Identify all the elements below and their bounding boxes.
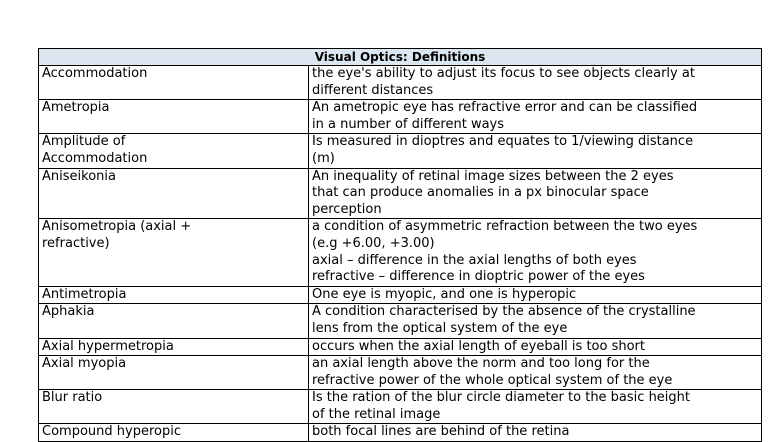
table-row: [39, 286, 762, 304]
table-row: [39, 134, 762, 168]
term-cell: Antimetropia: [39, 286, 309, 304]
term-cell: Aniseikonia: [39, 168, 309, 219]
definition-cell: both focal lines are behind of the retina: [309, 424, 762, 442]
term-cell: Accommodation: [39, 66, 309, 100]
definition-cell: Is measured in dioptres and equates to 1/viewing distance (m): [309, 134, 762, 168]
table-row: [39, 356, 762, 390]
term-cell: Ametropia: [39, 100, 309, 134]
term-cell: Amplitude of Accommodation: [39, 134, 309, 168]
definition-cell: An ametropic eye has refractive error and can be classified in a number of different ways: [309, 100, 762, 134]
definition-cell: an axial length above the norm and too long for the refractive power of the whole optical system of the eye: [309, 356, 762, 390]
table-header-row: [39, 49, 762, 66]
definition-cell: a condition of asymmetric refraction between the two eyes (e.g +6.00, +3.00) axial – difference in the axial lengths of both eyes refractive – difference in dioptric power of the eyes: [309, 219, 762, 286]
table-row: [39, 304, 762, 338]
definition-cell: Is the ration of the blur circle diameter to the basic height of the retinal image: [309, 390, 762, 424]
term-cell: Axial myopia: [39, 356, 309, 390]
table-row: [39, 338, 762, 356]
definition-cell: An inequality of retinal image sizes between the 2 eyes that can produce anomalies in a px binocular space perception: [309, 168, 762, 219]
definition-cell: occurs when the axial length of eyeball is too short: [309, 338, 762, 356]
definition-cell: A condition characterised by the absence of the crystalline lens from the optical system of the eye: [309, 304, 762, 338]
table-row: [39, 100, 762, 134]
table-row: [39, 390, 762, 424]
table-title: Visual Optics: Definitions: [39, 49, 762, 66]
term-cell: Axial hypermetropia: [39, 338, 309, 356]
term-cell: Blur ratio: [39, 390, 309, 424]
term-cell: Aphakia: [39, 304, 309, 338]
term-cell: Anisometropia (axial + refractive): [39, 219, 309, 286]
definitions-table: [38, 48, 762, 442]
table-row: [39, 66, 762, 100]
definition-cell: One eye is myopic, and one is hyperopic: [309, 286, 762, 304]
table-row: [39, 219, 762, 286]
table-row: [39, 168, 762, 219]
term-cell: Compound hyperopic: [39, 424, 309, 442]
table-row: [39, 424, 762, 442]
definition-cell: the eye's ability to adjust its focus to see objects clearly at different distances: [309, 66, 762, 100]
